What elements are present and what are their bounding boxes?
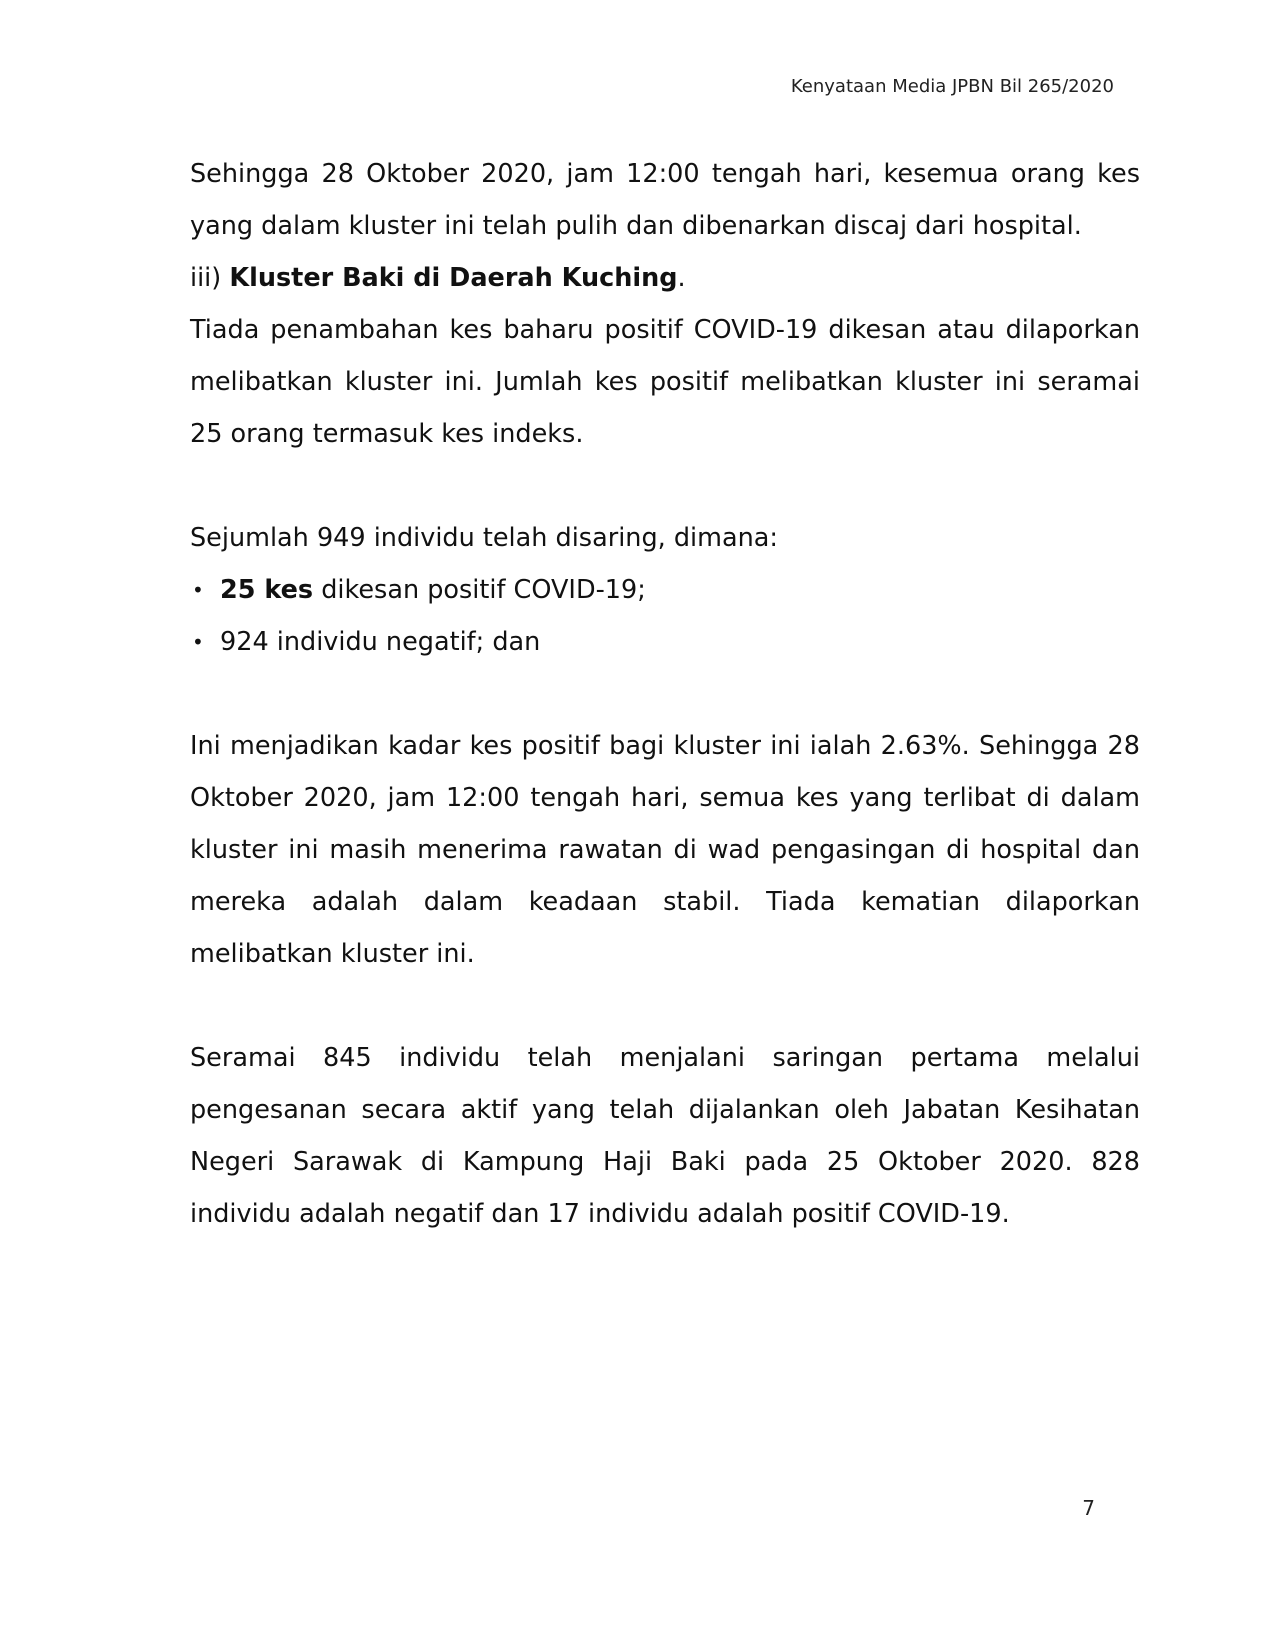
document-reference-header: Kenyataan Media JPBN Bil 265/2020 bbox=[790, 76, 1114, 97]
screening-results-list bbox=[190, 564, 1140, 668]
page-number: 7 bbox=[1082, 1496, 1095, 1520]
list-item-bold: 25 kes bbox=[220, 575, 314, 605]
list-item bbox=[190, 564, 1140, 616]
bullet-icon: • bbox=[192, 578, 204, 602]
list-item-text: dikesan positif COVID-19; bbox=[313, 575, 646, 605]
section-intro-paragraph: Tiada penambahan kes baharu positif COVID-19 dikesan atau dilaporkan melibatkan kluster ini. Jumlah kes positif melibatkan kluster ini seramai 25 orang termasuk kes indeks. bbox=[190, 315, 1140, 449]
list-item-text: 924 individu negatif; dan bbox=[220, 627, 541, 657]
section-heading bbox=[190, 252, 1140, 304]
recovery-paragraph: Sehingga 28 Oktober 2020, jam 12:00 tengah hari, kesemua orang kes yang dalam kluster ini telah pulih dan dibenarkan discaj dari hospital. bbox=[190, 159, 1140, 241]
positive-rate-paragraph: Ini menjadikan kadar kes positif bagi kluster ini ialah 2.63%. Sehingga 28 Oktober 2020, jam 12:00 tengah hari, semua kes yang terlibat di dalam kluster ini masih menerima rawatan di wad pengasingan di hospital dan mereka adalah dalam keadaan stabil. Tiada kematian dilaporkan melibatkan kluster ini. bbox=[190, 731, 1140, 969]
section-number: iii) bbox=[190, 263, 222, 293]
screening-details-paragraph: Seramai 845 individu telah menjalani saringan pertama melalui pengesanan secara aktif yang telah dijalankan oleh Jabatan Kesihatan Negeri Sarawak di Kampung Haji Baki pada 25 Oktober 2020. 828 individu adalah negatif dan 17 individu adalah positif COVID-19. bbox=[190, 1043, 1140, 1229]
section-title-suffix: . bbox=[677, 263, 686, 293]
document-body bbox=[190, 148, 1140, 1240]
screening-intro: Sejumlah 949 individu telah disaring, dimana: bbox=[190, 523, 778, 553]
list-item bbox=[190, 616, 1140, 668]
section-title: Kluster Baki di Daerah Kuching bbox=[229, 263, 678, 293]
bullet-icon: • bbox=[192, 630, 204, 654]
